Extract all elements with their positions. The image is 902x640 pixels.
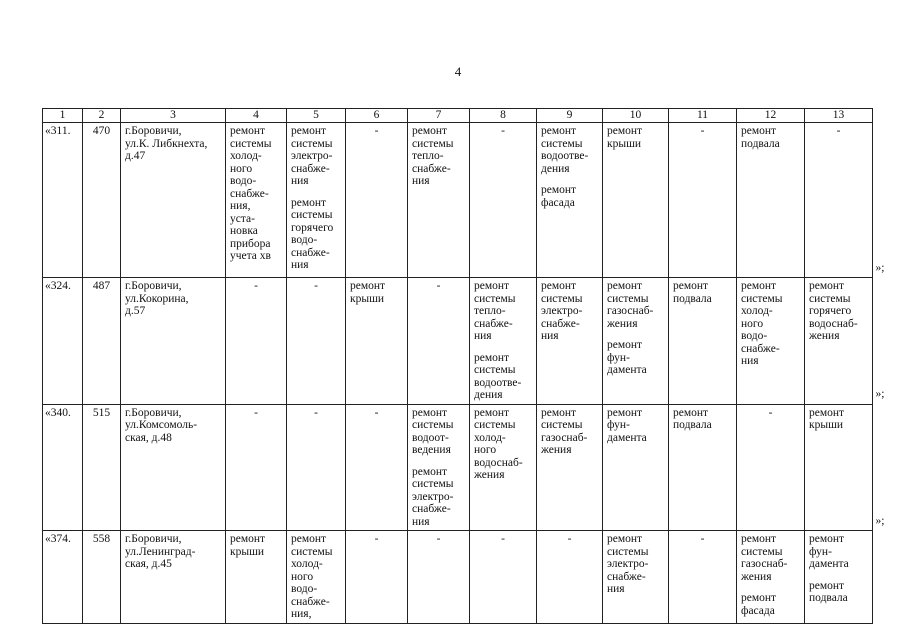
work-cell	[737, 404, 805, 531]
empty-dash: -	[436, 280, 441, 292]
column-number: 2	[83, 109, 121, 123]
repair-work-item: ремонт системы горячего водо- снабже- ния	[291, 196, 334, 271]
repair-work-item: ремонт системы электро- снабже- ния	[412, 465, 454, 528]
work-cell	[408, 531, 470, 624]
column-number: 3	[121, 109, 226, 123]
work-cell	[669, 123, 737, 278]
table-row	[43, 531, 873, 624]
work-cell	[669, 404, 737, 531]
repair-work-item: ремонт фасада	[541, 184, 577, 209]
work-cell	[408, 404, 470, 531]
repair-work-item: ремонт подвала	[673, 280, 712, 305]
row-number	[43, 123, 83, 278]
work-cell	[470, 123, 537, 278]
work-cell	[346, 278, 408, 405]
work-cell	[603, 531, 669, 624]
column-number-row	[43, 109, 873, 123]
address	[121, 531, 226, 624]
repair-work-item: ремонт системы холод- ного водо- снабже- ния, уста- новка прибора учета хв	[230, 125, 272, 262]
work-cell	[408, 123, 470, 278]
repair-work-item: ремонт системы горячего водоснаб- жения	[809, 280, 858, 342]
empty-dash: -	[501, 533, 505, 545]
repair-work-item: ремонт подвала	[741, 125, 780, 150]
work-cell	[287, 531, 346, 624]
address	[121, 404, 226, 531]
house-id-text: 487	[92, 280, 111, 292]
repair-work-item: ремонт системы электро- снабже- ния	[607, 533, 649, 595]
repair-work-item: ремонт фасада	[741, 592, 777, 617]
repair-work-item: ремонт подвала	[673, 406, 712, 431]
empty-dash: -	[436, 533, 441, 545]
repair-work-item: ремонт системы газоснаб- жения	[541, 406, 588, 456]
work-cell	[226, 278, 287, 405]
empty-dash: -	[254, 280, 258, 292]
work-cell	[737, 278, 805, 405]
empty-dash: -	[374, 125, 379, 137]
column-number: 9	[537, 109, 603, 123]
repair-work-item: ремонт системы электро- снабже- ния	[291, 125, 333, 187]
column-number: 1	[43, 109, 83, 123]
work-cell	[603, 404, 669, 531]
work-cell	[805, 531, 873, 624]
repair-work-item: ремонт фун- дамента	[809, 533, 849, 570]
empty-dash: -	[314, 280, 318, 292]
repair-work-item: ремонт крыши	[230, 533, 266, 558]
house-id-text: 558	[92, 533, 111, 545]
work-cell	[287, 404, 346, 531]
work-cell	[737, 531, 805, 624]
work-cell	[537, 278, 603, 405]
work-cell	[537, 123, 603, 278]
address-text: г.Боровичи, ул.Кокорина, д.57	[125, 280, 189, 317]
repair-work-item: ремонт системы холод- ного водо- снабже- ния	[741, 280, 783, 367]
repair-work-item: ремонт системы водоотве- дения	[541, 125, 589, 175]
work-cell	[226, 123, 287, 278]
row-closing-quote: »;	[875, 388, 885, 400]
work-cell	[669, 531, 737, 624]
row-number-text: «311.	[45, 125, 71, 137]
column-number: 11	[669, 109, 737, 123]
row-number	[43, 278, 83, 405]
table-row	[43, 123, 873, 278]
empty-dash: -	[836, 125, 841, 137]
empty-dash: -	[254, 406, 258, 419]
address-text: г.Боровичи, ул.К. Либкнехта, д.47	[125, 125, 208, 162]
column-number: 8	[470, 109, 537, 123]
empty-dash: -	[314, 406, 318, 419]
work-cell	[669, 278, 737, 405]
column-number: 5	[287, 109, 346, 123]
work-cell	[287, 278, 346, 405]
work-cell	[805, 404, 873, 531]
address-text: г.Боровичи, ул.Комсомоль- ская, д.48	[125, 406, 198, 444]
row-closing-quote: »;	[875, 261, 885, 274]
work-cell	[346, 123, 408, 278]
work-cell	[226, 531, 287, 624]
repair-work-item: ремонт системы тепло- снабже- ния	[412, 125, 454, 187]
repair-work-item: ремонт системы газоснаб- жения	[607, 280, 654, 330]
row-number	[43, 404, 83, 531]
empty-dash: -	[768, 406, 773, 419]
empty-dash: -	[700, 533, 705, 545]
work-cell	[537, 531, 603, 624]
repair-work-item: ремонт крыши	[809, 406, 845, 431]
house-id	[83, 531, 121, 624]
work-cell	[346, 531, 408, 624]
table-row	[43, 278, 873, 405]
work-cell	[346, 404, 408, 531]
row-number	[43, 531, 83, 624]
address	[121, 278, 226, 405]
row-number-text: «374.	[45, 533, 71, 545]
work-cell	[737, 123, 805, 278]
column-number: 12	[737, 109, 805, 123]
repair-work-item: ремонт системы тепло- снабже- ния	[474, 280, 516, 342]
work-cell	[603, 278, 669, 405]
table-row	[43, 404, 873, 531]
empty-dash: -	[700, 125, 705, 137]
work-cell	[470, 278, 537, 405]
repair-work-item: ремонт подвала	[809, 579, 848, 604]
repair-work-item: ремонт системы холод- ного водо- снабже- ния,	[291, 533, 333, 620]
work-cell	[408, 278, 470, 405]
empty-dash: -	[374, 406, 379, 419]
repair-work-item: ремонт фун- дамента	[607, 406, 647, 444]
work-cell	[470, 404, 537, 531]
address-text: г.Боровичи, ул.Ленинград- ская, д.45	[125, 533, 196, 570]
column-number: 6	[346, 109, 408, 123]
row-closing-quote: »;	[875, 514, 885, 527]
repair-work-item: ремонт крыши	[350, 280, 386, 305]
address	[121, 123, 226, 278]
column-number: 4	[226, 109, 287, 123]
repair-work-item: ремонт фун- дамента	[607, 339, 647, 376]
repair-work-item: ремонт системы газоснаб- жения	[741, 533, 788, 583]
work-cell	[470, 531, 537, 624]
house-id	[83, 404, 121, 531]
repair-work-item: ремонт системы холод- ного водоснаб- жения	[474, 406, 523, 481]
page-number: 4	[454, 64, 462, 79]
column-number: 13	[805, 109, 873, 123]
column-number: 7	[408, 109, 470, 123]
column-number: 10	[603, 109, 669, 123]
work-cell	[226, 404, 287, 531]
row-number-text: «340.	[45, 406, 71, 419]
house-id	[83, 123, 121, 278]
work-cell	[805, 278, 873, 405]
work-cell	[603, 123, 669, 278]
repair-work-item: ремонт крыши	[607, 125, 643, 150]
empty-dash: -	[374, 533, 379, 545]
repair-work-item: ремонт системы водоотве- дения	[474, 351, 522, 401]
work-cell	[805, 123, 873, 278]
repair-work-item: ремонт системы электро- снабже- ния	[541, 280, 583, 342]
repair-schedule-table	[42, 108, 873, 624]
house-id	[83, 278, 121, 405]
empty-dash: -	[501, 125, 505, 137]
repair-work-item: ремонт системы водоот- ведения	[412, 406, 454, 456]
empty-dash: -	[567, 533, 572, 545]
house-id-text: 470	[92, 125, 111, 137]
row-number-text: «324.	[45, 280, 71, 292]
work-cell	[287, 123, 346, 278]
work-cell	[537, 404, 603, 531]
house-id-text: 515	[92, 406, 111, 419]
